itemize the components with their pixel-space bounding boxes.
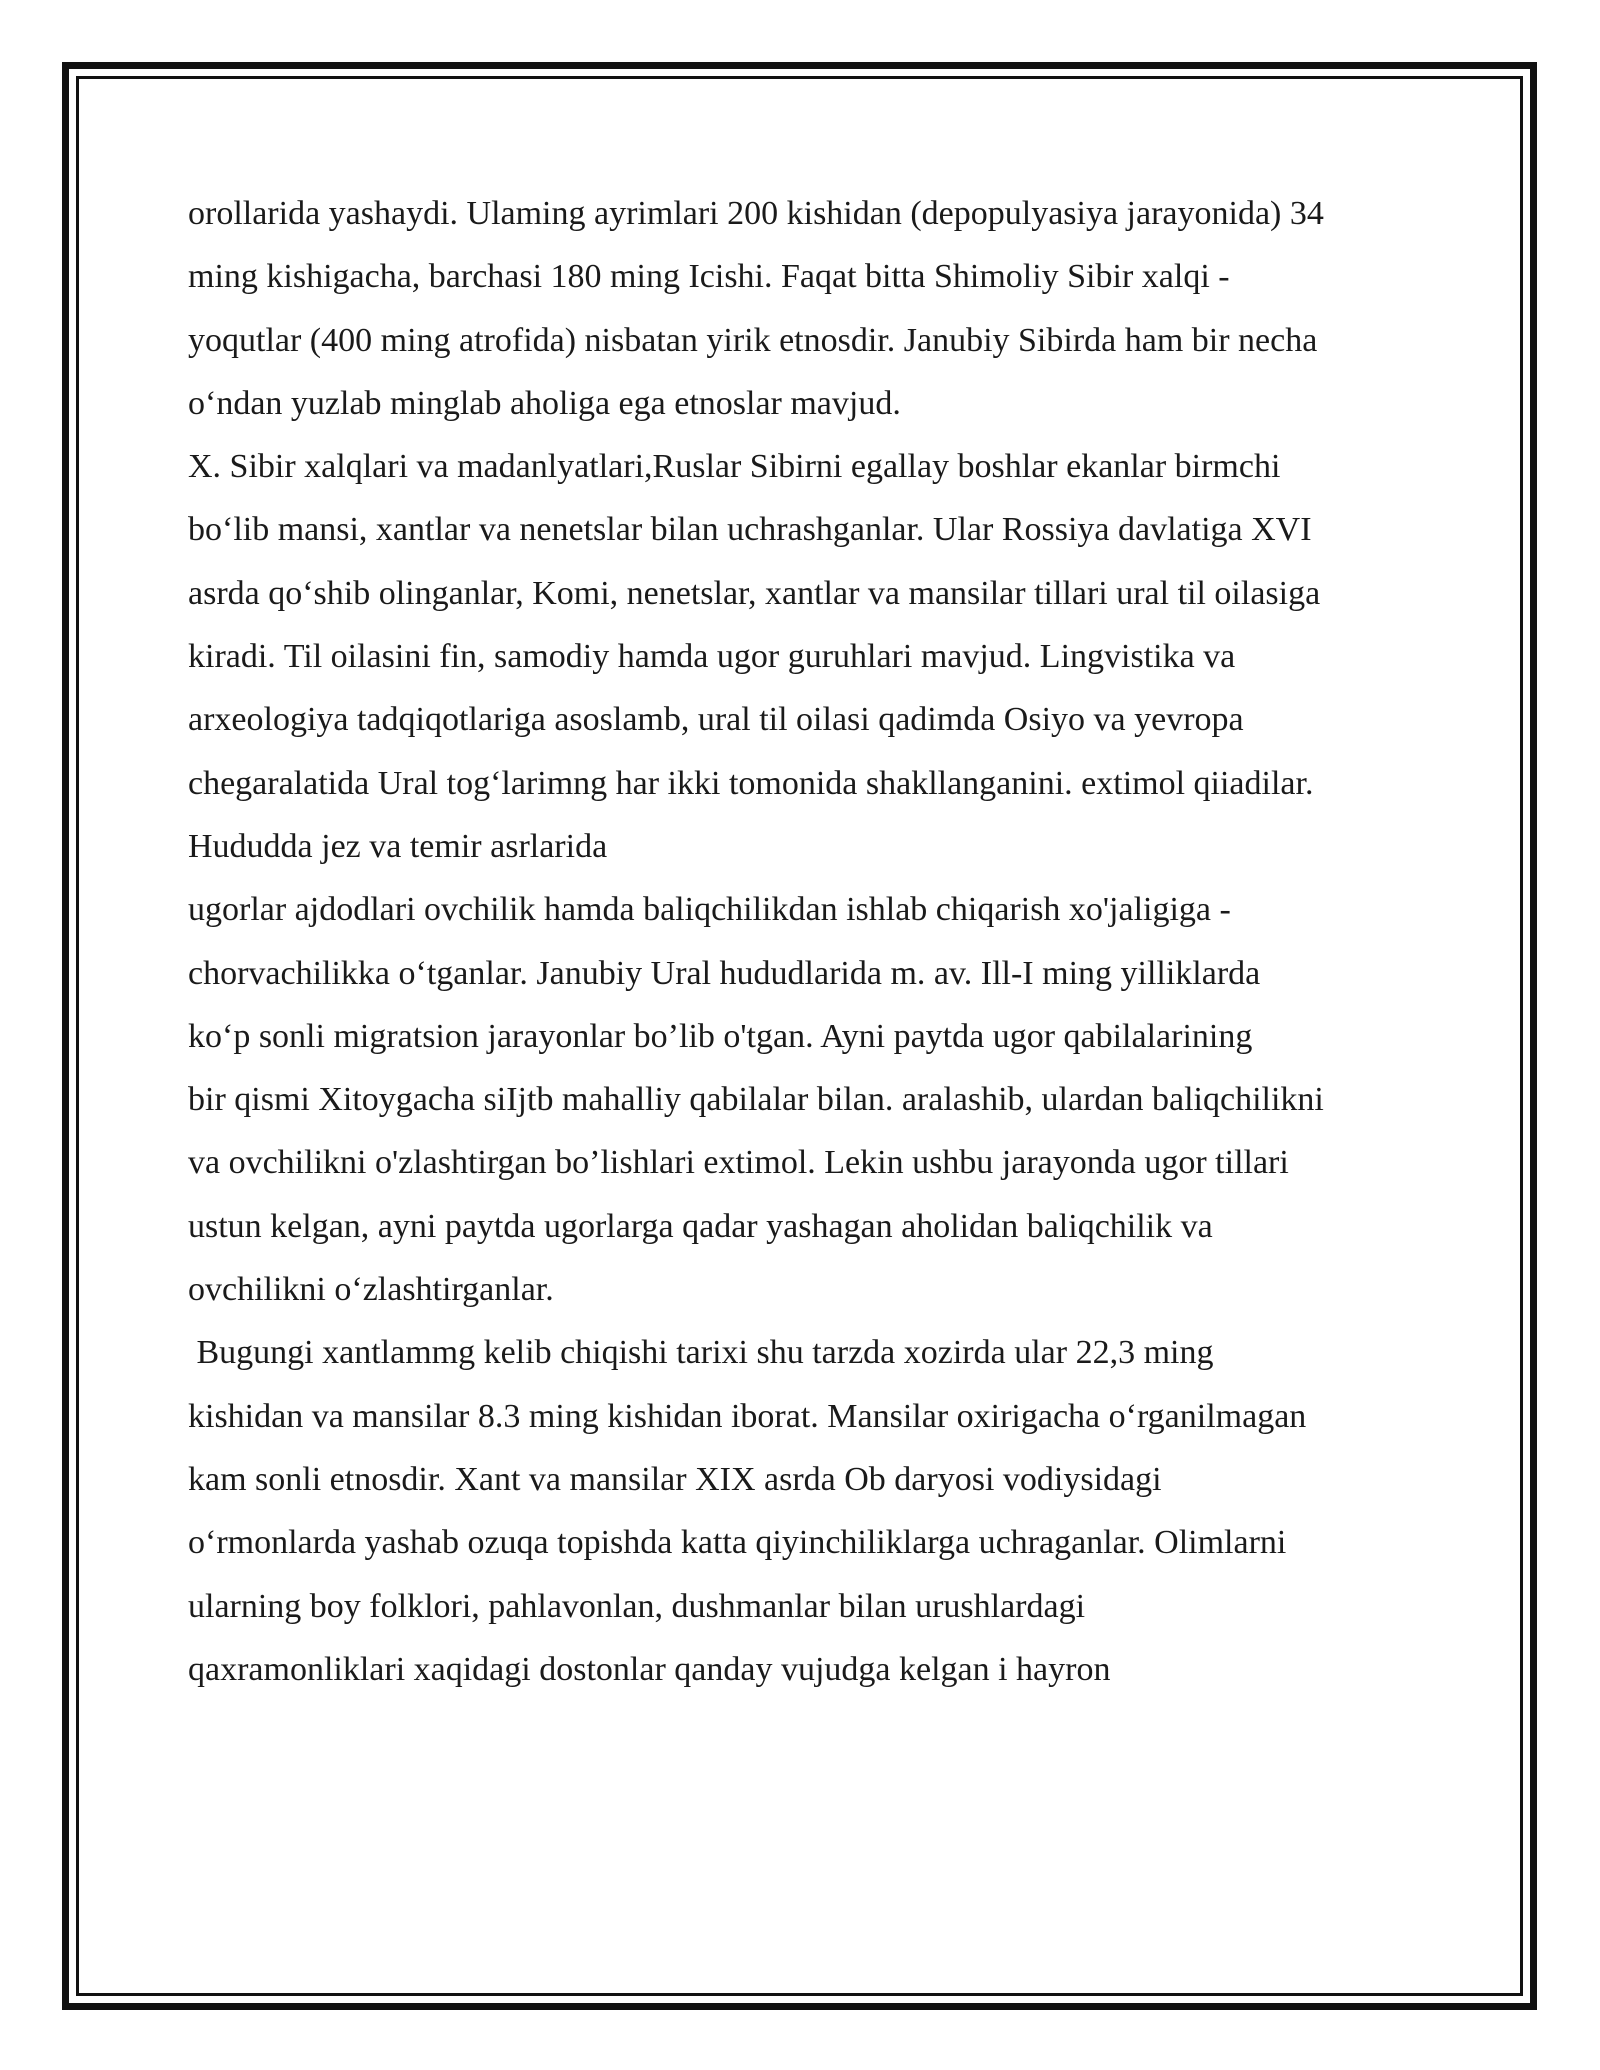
text-line: va ovchilikni o'zlashtirgan bo’lishlari extimol. Lekin ushbu jarayonda ugor tillari — [188, 1144, 1289, 1182]
text-line: Hududda jez va temir asrlarida — [188, 827, 608, 865]
text-line: asrda qo‘shib olinganlar, Komi, nenetslar, xantlar va mansilar tillari ural til oilasiga — [188, 574, 1321, 612]
text-line: chorvachilikka o‘tganlar. Janubiy Ural hududlarida m. av. Ill-I ming yilliklarda — [188, 954, 1261, 992]
text-line: qaxramonliklari xaqidagi dostonlar qanday vujudga kelgan i hayron — [188, 1650, 1111, 1688]
text-line: ustun kelgan, ayni paytda ugorlarga qadar yashagan aholidan baliqchilik va — [188, 1207, 1213, 1245]
text-line: o‘ndan yuzlab minglab aholiga ega etnoslar mavjud. — [188, 384, 901, 422]
text-line: kiradi. Til oilasini fin, samodiy hamda ugor guruhlari mavjud. Lingvistika va — [188, 638, 1236, 676]
text-line: arxeologiya tadqiqotlariga asoslamb, ural til oilasi qadimda Osiyo va yevropa — [188, 701, 1244, 739]
text-line: chegaralatida Ural tog‘larimng har ikki tomonida shakllanganini. extimol qiiadilar. — [188, 764, 1314, 802]
text-line: yoqutlar (400 ming atrofida) nisbatan yirik etnosdir. Janubiy Sibirda ham bir necha — [188, 321, 1318, 359]
text-line: ularning boy folklori, pahlavonlan, dushmanlar bilan urushlardagi — [188, 1587, 1086, 1625]
text-line: Bugungi xantlammg kelib chiqishi tarixi shu tarzda xozirda ular 22,3 ming — [188, 1334, 1214, 1372]
text-line: ko‘p sonli migratsion jarayonlar bo’lib o'tgan. Ayni paytda ugor qabilalarining — [188, 1017, 1253, 1055]
text-line: kishidan va mansilar 8.3 ming kishidan iborat. Mansilar oxirigacha o‘rganilmagan — [188, 1397, 1307, 1435]
text-line: o‘rmonlarda yashab ozuqa topishda katta qiyinchiliklarga uchraganlar. Olimlarni — [188, 1524, 1287, 1562]
text-line: bir qismi Xitoygacha siIjtb mahalliy qabilalar bilan. aralashib, ulardan baliqchilikni — [188, 1081, 1324, 1119]
text-line: X. Sibir xalqlari va madanlyatlari,Ruslar Sibirni egallay boshlar ekanlar birmchi — [188, 448, 1281, 486]
text-line: kam sonli etnosdir. Xant va mansilar XIX asrda Ob daryosi vodiysidagi — [188, 1460, 1162, 1498]
text-line: orollarida yashaydi. Ulaming ayrimlari 200 kishidan (depopulyasiya jarayonida) 34 — [188, 195, 1324, 232]
text-line: ming kishigacha, barchasi 180 ming Icishi. Faqat bitta Shimoliy Sibir xalqi - — [188, 258, 1230, 296]
text-line: ugorlar ajdodlari ovchilik hamda baliqchilikdan ishlab chiqarish xo'jaligiga - — [188, 891, 1231, 929]
text-line: bo‘lib mansi, xantlar va nenetslar bilan uchrashganlar. Ular Rossiya davlatiga XVI — [188, 511, 1312, 549]
text-line: ovchilikni o‘zlashtirganlar. — [188, 1271, 554, 1309]
document-body-text — [188, 182, 1428, 1701]
